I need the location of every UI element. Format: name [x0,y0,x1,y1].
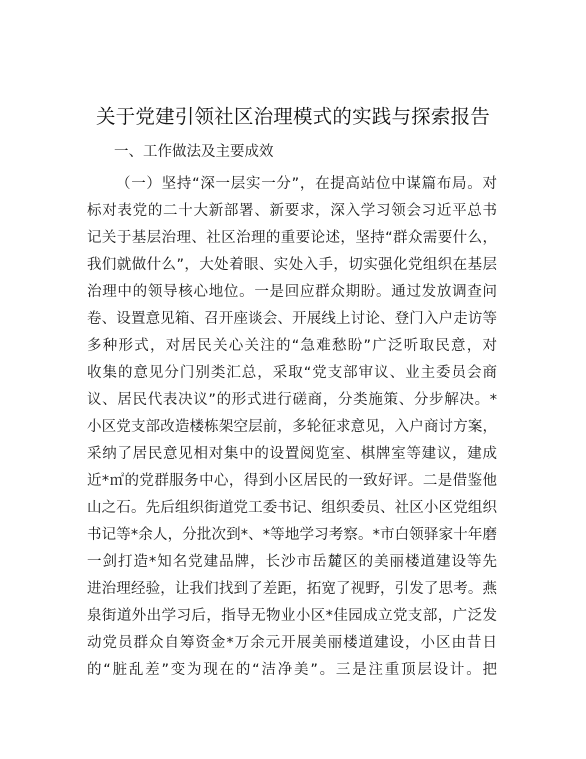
paragraph-line: 议、居民代表决议”的形式进行磋商，分类施策、分步解决。* [87,392,497,408]
section-heading: 一、工作做法及主要成效 [114,144,274,160]
paragraph-line: 书记等*余人，分批次到*、*等地学习考察。*市白领驿家十年磨 [87,527,497,543]
document-title: 关于党建引领社区治理模式的实践与探索报告 [95,105,490,128]
paragraph-line: 多种形式，对居民关心关注的“急难愁盼”广泛听取民意，对 [87,338,497,354]
paragraph-line: 收集的意见分门别类汇总，采取“党支部审议、业主委员会商 [87,365,497,381]
paragraph-line: 一剑打造*知名党建品牌，长沙市岳麓区的美丽楼道建设等先 [87,554,497,570]
paragraph-line: 进治理经验，让我们找到了差距，拓宽了视野，引发了思考。燕 [87,581,497,597]
paragraph-line: 记关于基层治理、社区治理的重要论述，坚持“群众需要什么， [87,230,497,246]
paragraph-line: 动党员群众自筹资金*万余元开展美丽楼道建设，小区由昔日 [87,635,497,651]
paragraph-line: （一）坚持“深一层实一分”，在提高站位中谋篇布局。对 [116,176,497,192]
paragraph-line: 山之石。先后组织街道党工委书记、组织委员、社区小区党组织 [87,500,497,516]
paragraph-line: 标对表党的二十大新部署、新要求，深入学习领会习近平总书 [87,203,497,219]
paragraph-line: 卷、设置意见箱、召开座谈会、开展线上讨论、登门入户走访等 [87,311,497,327]
paragraph-line: 我们就做什么”，大处着眼、实处入手，切实强化党组织在基层 [87,257,497,273]
paragraph-line: 泉街道外出学习后，指导无物业小区*佳园成立党支部，广泛发 [87,608,497,624]
paragraph-line: 的“脏乱差”变为现在的“洁净美”。三是注重顶层设计。把 [87,662,497,678]
paragraph-line: 近*㎡的党群服务中心，得到小区居民的一致好评。二是借鉴他 [87,473,497,489]
paragraph-line: 小区党支部改造楼栋架空层前，多轮征求意见，入户商讨方案， [87,419,497,435]
paragraph-line: 采纳了居民意见相对集中的设置阅览室、棋牌室等建议，建成 [87,446,497,462]
paragraph-line: 治理中的领导核心地位。一是回应群众期盼。通过发放调查问 [87,284,497,300]
